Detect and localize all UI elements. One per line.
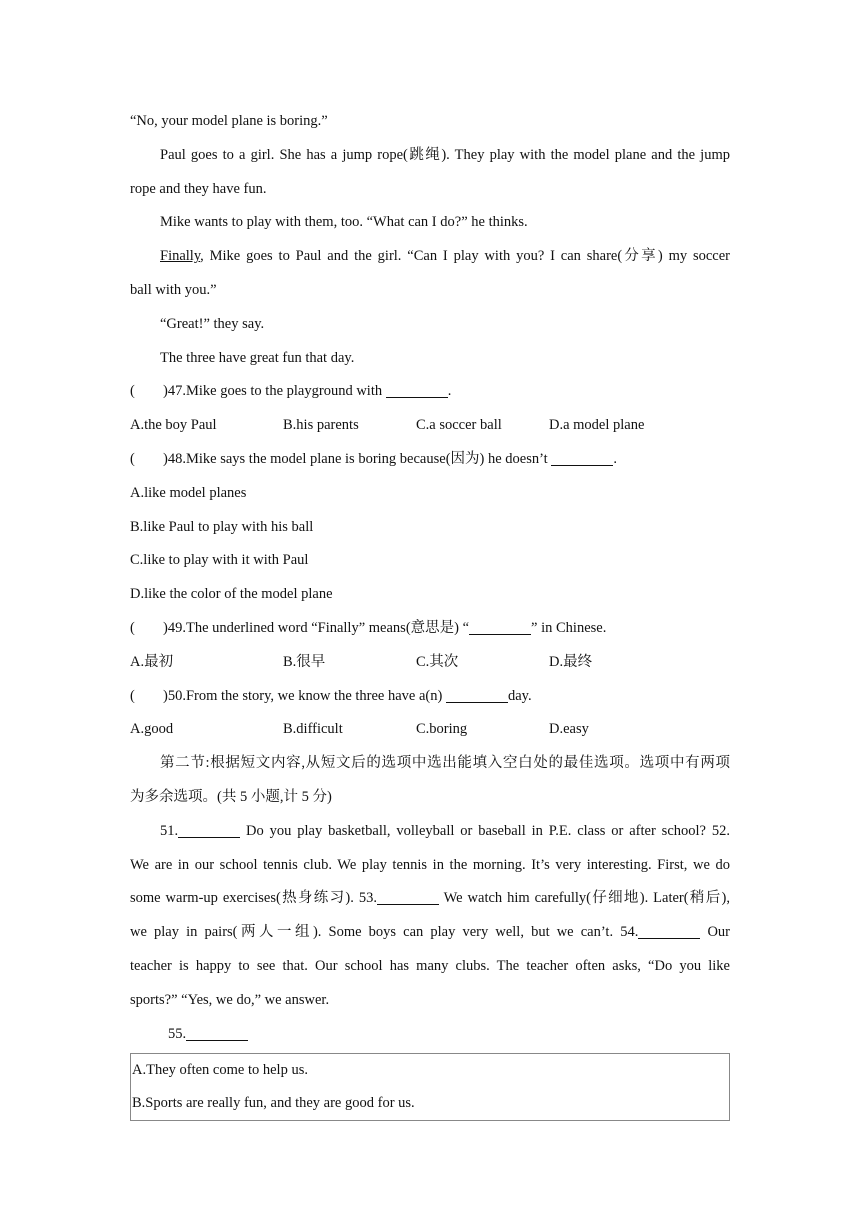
underlined-word: Finally xyxy=(160,248,201,265)
question-50: ( )50.From the story, we know the three have a(n) day. xyxy=(130,687,532,704)
answer-blank xyxy=(178,821,240,838)
section-instructions: 为多余选项。(共 5 小题,计 5 分) xyxy=(130,788,332,805)
option-d: D.a model plane xyxy=(549,417,645,434)
passage-line: we play in pairs(两人一组). Some boys can play very well, but we can’t. 54. Our xyxy=(130,924,730,941)
option-d: D.easy xyxy=(549,721,589,738)
answer-blank xyxy=(377,888,439,905)
box-option-a: A.They often come to help us. xyxy=(132,1062,308,1079)
answer-blank xyxy=(186,1024,248,1041)
option-a: A.the boy Paul xyxy=(130,417,217,434)
passage-line: sports?” “Yes, we do,” we answer. xyxy=(130,991,330,1008)
answer-blank xyxy=(551,449,613,466)
option-d: D.like the color of the model plane xyxy=(130,586,333,603)
options-49 xyxy=(130,646,730,680)
option-c: C.boring xyxy=(416,721,468,738)
option-d: D.最终 xyxy=(549,653,593,670)
option-b: B.his parents xyxy=(283,417,359,434)
answer-blank xyxy=(469,618,531,635)
document-page xyxy=(130,105,730,1121)
story-line: The three have great fun that day. xyxy=(160,349,355,366)
answer-blank xyxy=(638,922,700,939)
passage-line: 55. xyxy=(130,1018,730,1052)
option-c: C.like to play with it with Paul xyxy=(130,552,309,569)
passage-line: We are in our school tennis club. We play tennis in the morning. It’s very interesting. First, we do xyxy=(130,856,730,873)
question-49: ( )49.The underlined word “Finally” means(意思是) “ ” in Chinese. xyxy=(130,619,607,636)
option-a: A.最初 xyxy=(130,653,174,670)
question-47: ( )47.Mike goes to the playground with . xyxy=(130,383,452,400)
box-option-b: B.Sports are really fun, and they are good for us. xyxy=(132,1095,415,1112)
passage-line: some warm-up exercises(热身练习). 53. We watch him carefully(仔细地). Later(稍后), xyxy=(130,890,730,907)
option-c: C.其次 xyxy=(416,653,459,670)
option-b: B.很早 xyxy=(283,653,326,670)
options-47 xyxy=(130,409,730,443)
question-48: ( )48.Mike says the model plane is boring because(因为) he doesn’t . xyxy=(130,450,617,467)
story-line: ball with you.” xyxy=(130,281,217,298)
option-c: C.a soccer ball xyxy=(416,417,502,434)
story-line: “No, your model plane is boring.” xyxy=(130,113,328,129)
answer-blank xyxy=(386,381,448,398)
option-b: B.difficult xyxy=(283,721,343,738)
story-line: rope and they have fun. xyxy=(130,180,267,197)
option-a: A.good xyxy=(130,721,174,738)
story-line: Paul goes to a girl. She has a jump rope(跳绳). They play with the model plane and the jump xyxy=(160,146,730,163)
option-a: A.like model planes xyxy=(130,484,247,501)
passage-line: teacher is happy to see that. Our school has many clubs. The teacher often asks, “Do you like xyxy=(130,957,730,974)
passage-line: 51. Do you play basketball, volleyball or baseball in P.E. class or after school? 52. xyxy=(160,822,730,839)
answer-blank xyxy=(446,686,508,703)
story-line: Finally, Mike goes to Paul and the girl. “Can I play with you? I can share(分享) my soccer xyxy=(160,248,730,265)
story-line: Mike wants to play with them, too. “What can I do?” he thinks. xyxy=(160,214,528,231)
story-line: “Great!” they say. xyxy=(160,315,265,332)
option-b: B.like Paul to play with his ball xyxy=(130,518,314,535)
section-instructions: 第二节:根据短文内容,从短文后的选项中选出能填入空白处的最佳选项。选项中有两项 xyxy=(160,755,730,772)
options-box xyxy=(130,1053,730,1121)
options-50 xyxy=(130,713,730,747)
